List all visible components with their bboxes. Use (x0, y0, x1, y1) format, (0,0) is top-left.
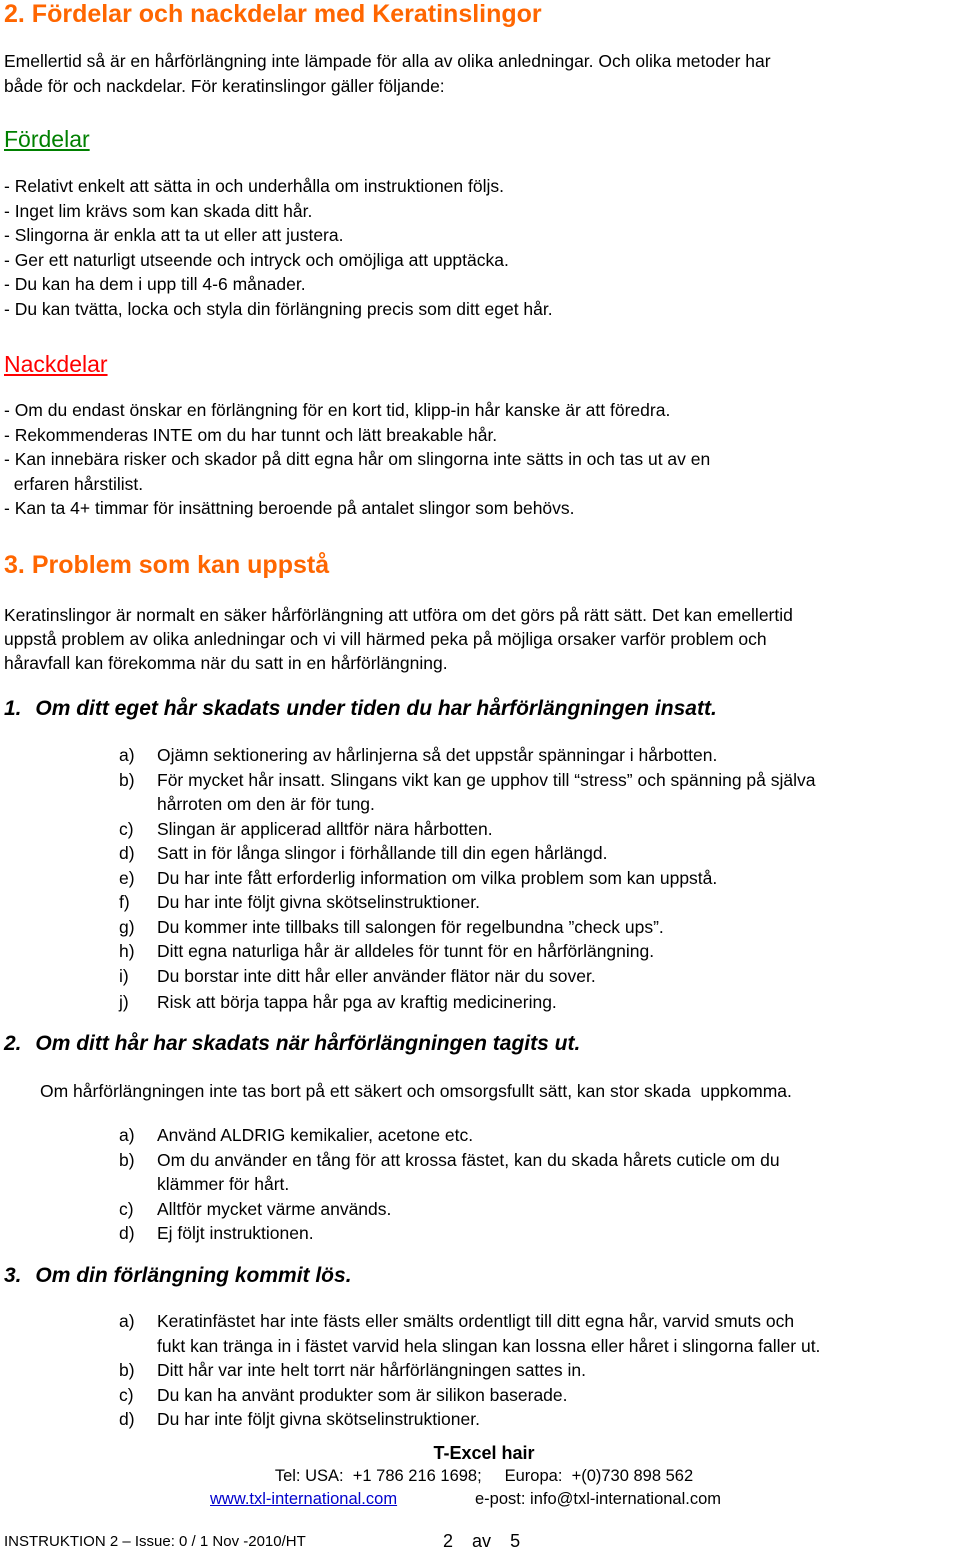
item-text: Om du använder en tång för att krossa fästet, kan du skada hårets cuticle om du (157, 1149, 780, 1170)
page-of: av (472, 1531, 492, 1551)
subsection-number: 1. (4, 697, 22, 720)
item-text: Du har inte följt givna skötselinstruktioner. (157, 1409, 480, 1429)
item-text: Använd ALDRIG kemikalier, acetone etc. (157, 1125, 474, 1145)
item-marker: g) (119, 916, 135, 937)
section-2-title: 2. Fördelar och nackdelar med Keratinslingor (4, 0, 542, 28)
list-item (119, 1309, 820, 1358)
item-marker: b) (119, 1149, 135, 1170)
item-marker: d) (119, 1409, 135, 1429)
item-marker: c) (119, 1198, 134, 1219)
list-item (119, 866, 816, 891)
item-marker: j) (119, 992, 129, 1012)
list-item (119, 841, 816, 866)
page-indicator (443, 1531, 520, 1552)
footer-website-link[interactable] (210, 1490, 397, 1509)
item-marker: i) (119, 965, 129, 986)
item-text: Du kan ha använt produkter som är silikon baserade. (157, 1384, 568, 1405)
item-text: Ditt egna naturliga hår är alldeles för tunnt för en hårförlängning. (157, 941, 655, 961)
item-text: Du har inte följt givna skötselinstruktioner. (157, 892, 480, 912)
item-text: Risk att börja tappa hår pga av kraftig medicinering. (157, 992, 557, 1012)
subsection-number: 2. (4, 1032, 22, 1055)
list-item (119, 915, 816, 940)
list-item (119, 1148, 780, 1197)
item-text: Keratinfästet har inte fästs eller smälts ordentligt till ditt egna hår, varvid smuts och (157, 1311, 795, 1331)
item-marker: d) (119, 1223, 135, 1243)
item-marker: b) (119, 769, 135, 790)
subsection-title-text: Om ditt hår har skadats när hårförlängningen tagits ut. (35, 1032, 581, 1055)
subsection-2-title (4, 1032, 580, 1056)
list-item: erfaren hårstilist. (4, 473, 144, 494)
list-item (119, 817, 816, 842)
list-item: - Relativt enkelt att sätta in och underhålla om instruktionen följs. (4, 176, 504, 196)
intro-line-1: Emellertid så är en hårförlängning inte lämpade för alla av olika anledningar. Och olika metoder har (4, 51, 771, 71)
item-text: Ej följt instruktionen. (157, 1223, 314, 1243)
footer-phone: Tel: USA: +1 786 216 1698; Europa: +(0)730 898 562 (274, 1467, 694, 1485)
subsection-1-list (119, 743, 816, 1015)
list-item: - Ger ett naturligt utseende och intryck och omöjliga att upptäcka. (4, 249, 509, 270)
subsection-title-text: Om din förlängning kommit lös. (35, 1264, 352, 1287)
list-item: - Rekommenderas INTE om du har tunnt och lätt breakable hår. (4, 424, 498, 445)
subsection-1-title (4, 697, 717, 721)
nackdelar-list (4, 398, 710, 521)
list-item (119, 1123, 780, 1148)
website-link-text[interactable]: www.txl-international.com (210, 1490, 398, 1508)
item-text: Du har inte fått erforderlig information om vilka problem som kan uppstå. (157, 867, 718, 888)
item-marker: h) (119, 941, 135, 961)
item-text: För mycket hår insatt. Slingans vikt kan ge upphov till “stress” och spänning på själva (157, 769, 816, 790)
section-3-title-text: Problem som kan uppstå (31, 551, 330, 579)
list-item: - Slingorna är enkla att ta ut eller att justera. (4, 225, 344, 246)
section-3-intro (4, 603, 793, 675)
item-marker: b) (119, 1360, 135, 1380)
footer-email: e-post: info@txl-international.com (475, 1490, 722, 1508)
item-text: Ojämn sektionering av hårlinjerna så det uppstår spänningar i hårbotten. (157, 745, 718, 765)
list-item: - Du kan ha dem i upp till 4-6 månader. (4, 274, 306, 295)
page-total: 5 (510, 1531, 521, 1551)
subsection-title-text: Om ditt eget hår skadats under tiden du har hårförlängningen insatt. (35, 697, 717, 720)
item-text: Ditt hår var inte helt torrt när hårförlängningen sattes in. (157, 1360, 586, 1380)
item-text-cont: hårroten om den är för tung. (157, 794, 375, 814)
fordelar-list (4, 174, 553, 322)
section-3-number: 3. (4, 551, 25, 579)
list-item (119, 964, 816, 989)
item-text: Slingan är applicerad alltför nära hårbotten. (157, 818, 493, 839)
item-text-cont: klämmer för hårt. (157, 1174, 290, 1194)
list-item (119, 1407, 820, 1432)
footer-doc-info: INSTRUKTION 2 – Issue: 0 / 1 Nov -2010/HT (4, 1533, 306, 1550)
item-text: Alltför mycket värme används. (157, 1198, 392, 1219)
item-marker: a) (119, 1125, 135, 1145)
subsection-number: 3. (4, 1264, 22, 1287)
list-item (119, 990, 816, 1015)
list-item (119, 890, 816, 915)
list-item: - Kan ta 4+ timmar för insättning beroende på antalet slingor som behövs. (4, 498, 575, 519)
page-current: 2 (443, 1531, 454, 1551)
subsection-2-intro: Om hårförlängningen inte tas bort på ett säkert och omsorgsfullt sätt, kan stor skada uppkomma. (40, 1081, 792, 1101)
item-marker: c) (119, 818, 134, 839)
list-item (119, 1197, 780, 1222)
subsection-2-list (119, 1123, 780, 1246)
list-item (119, 1358, 820, 1383)
section-3-title (4, 551, 329, 580)
list-item: - Du kan tvätta, locka och styla din förlängning precis som ditt eget hår. (4, 298, 553, 319)
list-item (119, 1383, 820, 1408)
list-item (119, 768, 816, 817)
intro-line: uppstå problem av olika anledningar och vi vill härmed peka på möjliga orsaker varför problem och (4, 629, 767, 649)
intro-line: håravfall kan förekomma när du satt in en hårförlängning. (4, 653, 448, 673)
list-item: - Kan innebära risker och skador på ditt egna hår om slingorna inte sätts in och tas ut av en (4, 449, 711, 470)
list-item: - Inget lim krävs som kan skada ditt hår. (4, 200, 313, 221)
list-item (119, 1221, 780, 1246)
item-marker: d) (119, 843, 135, 863)
item-text-cont: fukt kan tränga in i fästet varvid hela slingan kan lossna eller håret i slingorna faller ut. (157, 1335, 821, 1356)
list-item: - Om du endast önskar en förlängning för en kort tid, klipp-in hår kanske är att föredra. (4, 400, 671, 420)
subsection-3-list (119, 1309, 820, 1432)
subsection-3-title (4, 1264, 352, 1288)
fordelar-heading: Fördelar (4, 126, 90, 152)
list-item (119, 939, 816, 964)
item-marker: a) (119, 745, 135, 765)
item-marker: e) (119, 867, 135, 888)
footer-company: T-Excel hair (433, 1443, 535, 1463)
intro-line-2: både för och nackdelar. För keratinslingor gäller följande: (4, 76, 445, 96)
nackdelar-heading: Nackdelar (4, 351, 108, 377)
intro-line: Keratinslingor är normalt en säker hårförlängning att utföra om det görs på rätt sätt. Det kan emellertid (4, 605, 793, 625)
item-marker: c) (119, 1384, 134, 1405)
item-text: Satt in för långa slingor i förhållande till din egen hårlängd. (157, 843, 608, 863)
list-item (119, 743, 816, 768)
item-text: Du kommer inte tillbaks till salongen för regelbundna ”check ups”. (157, 916, 664, 937)
item-text: Du borstar inte ditt hår eller använder flätor när du sover. (157, 965, 596, 986)
item-marker: a) (119, 1311, 135, 1331)
item-marker: f) (119, 892, 130, 912)
